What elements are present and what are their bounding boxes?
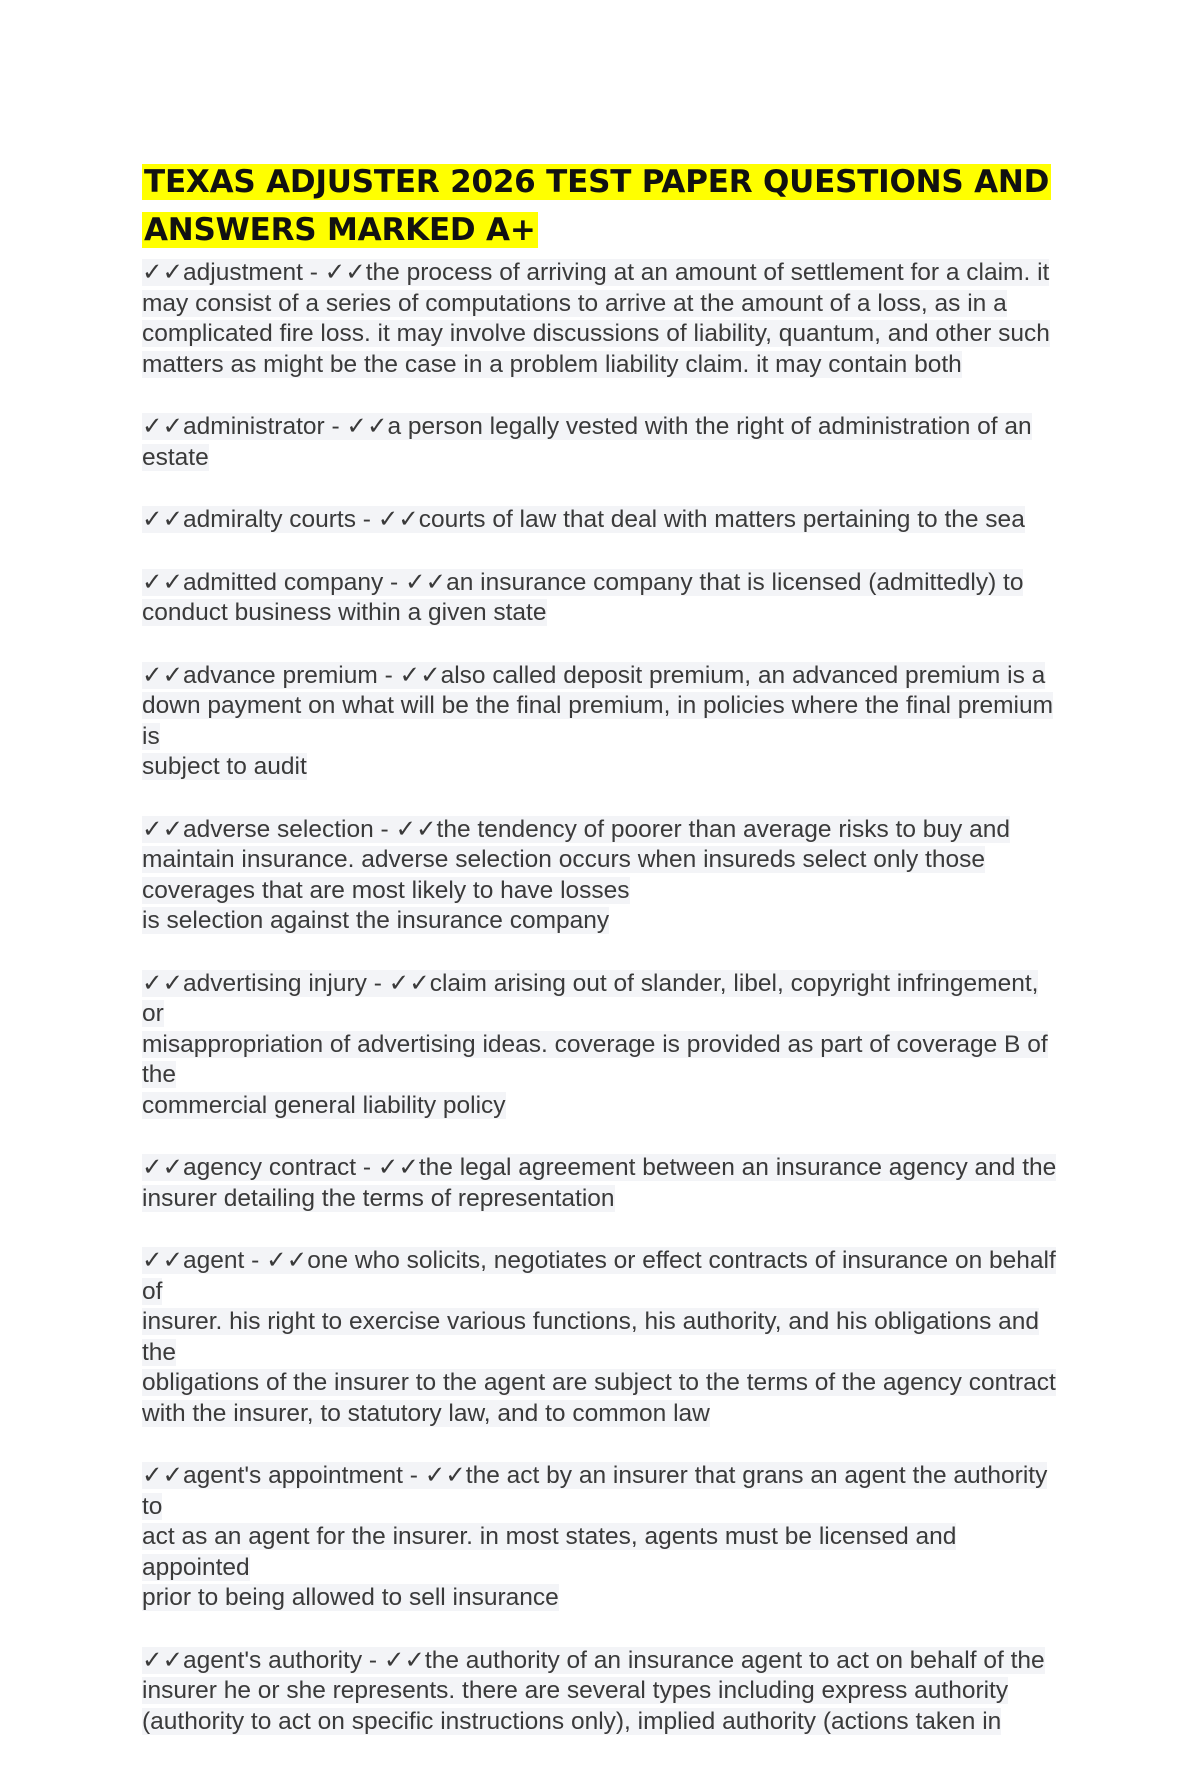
glossary-entry: [142, 505, 1062, 536]
document-title-text: TEXAS ADJUSTER 2026 TEST PAPER QUESTIONS AND ANSWERS MARKED A+: [144, 164, 1050, 248]
glossary-entry-text: ✓✓admiralty courts - ✓✓courts of law that deal with matters pertaining to the sea: [142, 506, 1025, 533]
glossary-entry: [142, 1646, 1062, 1738]
glossary-entry-text: ✓✓agency contract - ✓✓the legal agreement between an insurance agency and the insurer detailing the terms of representation: [142, 1154, 1057, 1212]
glossary-entry: [142, 412, 1062, 473]
glossary-entry: [142, 815, 1062, 937]
glossary-entry: [142, 258, 1062, 380]
glossary-entry-text: ✓✓adjustment - ✓✓the process of arriving at an amount of settlement for a claim. it may consist of a series of computations to arrive at the amount of a loss, as in a complicated fire loss. it may involve discussions of liability, quantum, and other such matters as might be the case in a problem liability claim. it may contain both: [142, 259, 1050, 378]
document-title: [142, 158, 1062, 254]
glossary-entry-text: ✓✓agent's authority - ✓✓the authority of an insurance agent to act on behalf of the insurer he or she represents. there are several types including express authority (authority to act on specific instructions only), implied authority (actions taken in: [142, 1646, 1045, 1735]
glossary-entry-text: ✓✓advance premium - ✓✓also called deposit premium, an advanced premium is a down payment on what will be the final premium, in policies where the final premium is subject to audit: [142, 661, 1054, 780]
glossary-entry-text: ✓✓administrator - ✓✓a person legally vested with the right of administration of an estate: [142, 413, 1032, 471]
document-page: [142, 158, 1062, 1769]
glossary-entry: [142, 969, 1062, 1122]
glossary-entry-text: ✓✓admitted company - ✓✓an insurance company that is licensed (admittedly) to conduct business within a given state: [142, 568, 1024, 626]
glossary-entry-text: ✓✓adverse selection - ✓✓the tendency of poorer than average risks to buy and maintain insurance. adverse selection occurs when insureds select only those coverages that are most likely to have losses is selection against the insurance company: [142, 815, 1010, 934]
glossary-entry-text: ✓✓agent - ✓✓one who solicits, negotiates or effect contracts of insurance on behalf of insurer. his right to exercise various functions, his authority, and his obligations and the obligations of the insurer to the agent are subject to the terms of the agency contract with the insurer, to statutory law, and to common law: [142, 1247, 1056, 1427]
glossary-entry: [142, 1153, 1062, 1214]
glossary-entry: [142, 1461, 1062, 1614]
glossary-entry: [142, 661, 1062, 783]
glossary-entry-text: ✓✓advertising injury - ✓✓claim arising out of slander, libel, copyright infringement, or misappropriation of advertising ideas. coverage is provided as part of coverage B of the commercial general liability policy: [142, 969, 1048, 1119]
glossary-entry: [142, 568, 1062, 629]
glossary-entries: [142, 258, 1062, 1737]
glossary-entry: [142, 1246, 1062, 1429]
glossary-entry-text: ✓✓agent's appointment - ✓✓the act by an insurer that grans an agent the authority to act as an agent for the insurer. in most states, agents must be licensed and appointed prior to being allowed to sell insurance: [142, 1462, 1048, 1611]
